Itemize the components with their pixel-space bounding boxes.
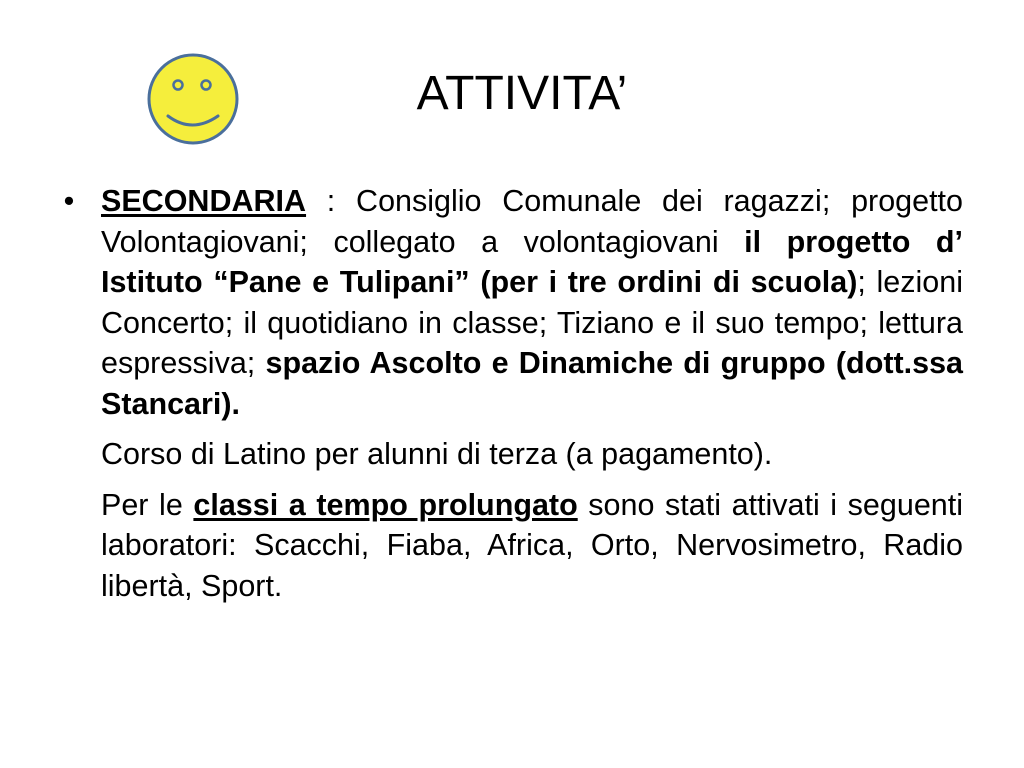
bullet-marker: • bbox=[63, 184, 75, 218]
secondaria-bold-1: il progetto d’ Istituto “Pane e Tulipani” (per i tre ordini di scuola) bbox=[101, 224, 964, 299]
paragraph-laboratori bbox=[101, 485, 963, 607]
secondaria-label: SECONDARIA bbox=[101, 184, 307, 218]
secondaria-text-1: : Consiglio Comunale dei ragazzi; progetto Volontagiovani; collegato a volontagiovani bbox=[101, 184, 963, 259]
secondaria-text-2: ; lezioni Concerto; il quotidiano in classe; Tiziano e il suo tempo; lettura espressiva; bbox=[101, 265, 963, 380]
tempo-prolungato-label: classi a tempo prolungato bbox=[193, 487, 578, 522]
laboratori-text-1: Per le bbox=[101, 487, 194, 522]
laboratori-text-2: sono stati attivati i seguenti laboratori: Scacchi, Fiaba, Africa, Orto, Nervosimetro, Radio libertà, Sport. bbox=[101, 487, 963, 603]
secondaria-bold-2: spazio Ascolto e Dinamiche di gruppo (dott.ssa Stancari). bbox=[101, 346, 963, 421]
bullet-content bbox=[63, 181, 964, 606]
paragraph-secondaria bbox=[101, 181, 963, 424]
slide-title: ATTIVITA’ bbox=[416, 67, 628, 120]
paragraph-latino: Corso di Latino per alunni di terza (a pagamento). bbox=[101, 437, 773, 471]
